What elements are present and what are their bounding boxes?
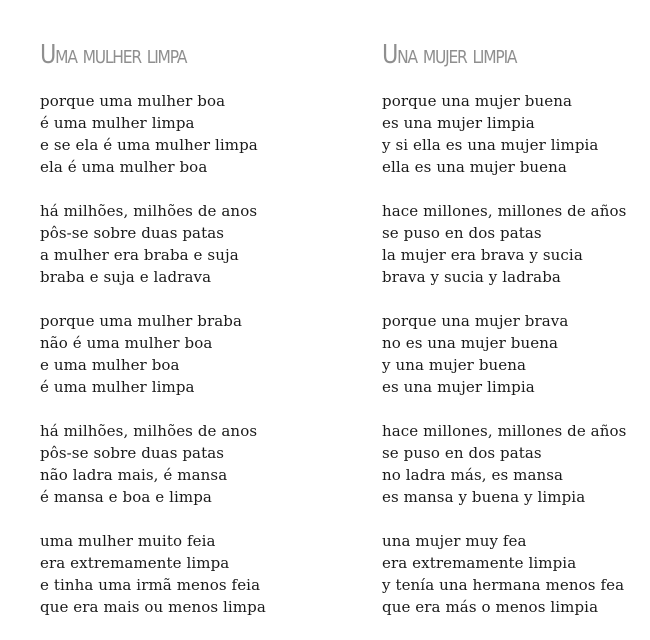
verse-line: y tenía una hermana menos fea <box>382 576 625 594</box>
verse-line: era extremamente limpa <box>40 554 230 572</box>
verse-line: hace millones, millones de años <box>382 422 627 440</box>
verse-line: una mujer muy fea <box>382 532 527 550</box>
verse-line: porque una mujer brava <box>382 312 569 330</box>
verse-line: y si ella es una mujer limpia <box>382 136 599 154</box>
verse-line: es mansa y buena y limpia <box>382 488 586 506</box>
stanza <box>40 200 330 288</box>
verse-line: porque uma mulher boa <box>40 92 226 110</box>
poem-spanish <box>382 40 650 640</box>
stanza <box>382 420 650 508</box>
verse-line: hace millones, millones de años <box>382 202 627 220</box>
verse-line: e tinha uma irmã menos feia <box>40 576 261 594</box>
stanza <box>382 90 650 178</box>
verse-line: se puso en dos patas <box>382 224 542 242</box>
verse-line: es una mujer limpia <box>382 378 535 396</box>
verse-line: porque una mujer buena <box>382 92 573 110</box>
verse-line: uma mulher muito feia <box>40 532 216 550</box>
stanza <box>382 200 650 288</box>
verse-line: e se ela é uma mulher limpa <box>40 136 258 154</box>
poem-title-portuguese: Uma mulher limpa <box>40 40 187 70</box>
verse-line: que era mais ou menos limpa <box>40 598 266 616</box>
verse-line: é mansa e boa e limpa <box>40 488 212 506</box>
stanza <box>382 310 650 398</box>
verse-line: pôs-se sobre duas patas <box>40 224 225 242</box>
verse-line: se puso en dos patas <box>382 444 542 462</box>
verse-line: não é uma mulher boa <box>40 334 213 352</box>
verse-line: é uma mulher limpa <box>40 378 195 396</box>
stanza <box>40 530 330 618</box>
verse-line: pôs-se sobre duas patas <box>40 444 225 462</box>
verse-line: no es una mujer buena <box>382 334 559 352</box>
verse-line: não ladra mais, é mansa <box>40 466 228 484</box>
verse-line: brava y sucia y ladraba <box>382 268 561 286</box>
verse-line: la mujer era brava y sucia <box>382 246 583 264</box>
verse-line: porque uma mulher braba <box>40 312 243 330</box>
verse-line: há milhões, milhões de anos <box>40 422 258 440</box>
verse-line: há milhões, milhões de anos <box>40 202 258 220</box>
stanza <box>40 90 330 178</box>
verse-line: que era más o menos limpia <box>382 598 599 616</box>
stanza <box>40 420 330 508</box>
verse-line: ella es una mujer buena <box>382 158 567 176</box>
verse-line: era extremamente limpia <box>382 554 577 572</box>
verse-line: es una mujer limpia <box>382 114 535 132</box>
verse-line: no ladra más, es mansa <box>382 466 564 484</box>
verse-line: é uma mulher limpa <box>40 114 195 132</box>
poem-portuguese <box>40 40 330 640</box>
verse-line: braba e suja e ladrava <box>40 268 212 286</box>
verse-line: ela é uma mulher boa <box>40 158 208 176</box>
verse-line: y una mujer buena <box>382 356 527 374</box>
verse-line: a mulher era braba e suja <box>40 246 239 264</box>
poem-title-spanish: Una mujer limpia <box>382 40 517 70</box>
verse-line: e uma mulher boa <box>40 356 180 374</box>
stanza <box>382 530 650 618</box>
stanza <box>40 310 330 398</box>
